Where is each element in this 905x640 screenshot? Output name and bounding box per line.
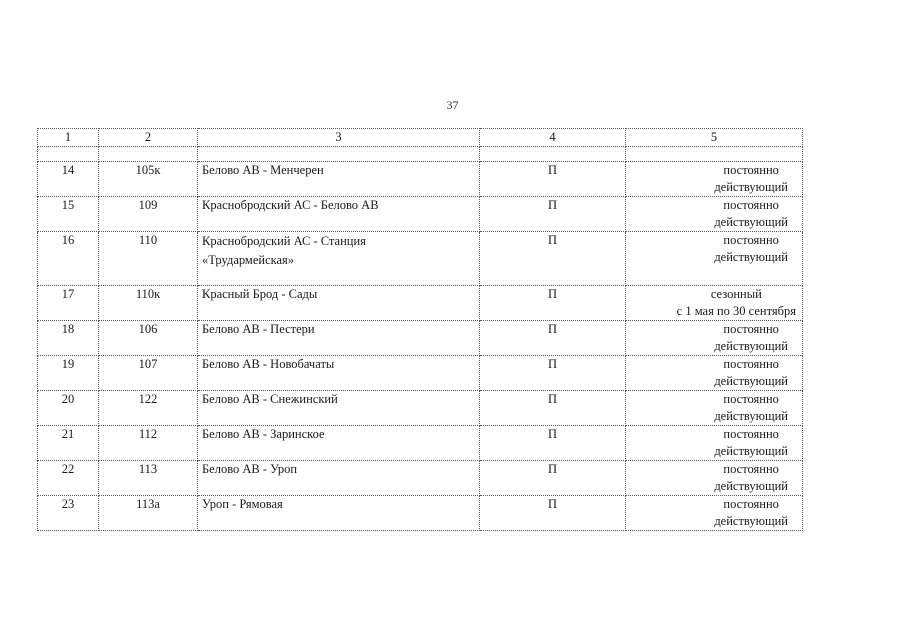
route-number: 110к <box>99 286 198 321</box>
route-number: 113а <box>99 496 198 531</box>
route-mode-line2: действующий <box>714 180 788 194</box>
route-name: Краснобродский АС - Белово АВ <box>198 197 480 232</box>
header-cell-5: 5 <box>626 129 803 147</box>
row-number: 22 <box>38 461 99 496</box>
header-cell-4: 4 <box>480 129 626 147</box>
route-mode-line2: действующий <box>714 409 788 423</box>
route-type: П <box>480 197 626 232</box>
route-mode <box>626 197 803 232</box>
route-type: П <box>480 286 626 321</box>
routes-table <box>37 128 803 531</box>
table-row <box>38 426 803 461</box>
route-number: 112 <box>99 426 198 461</box>
header-cell-2: 2 <box>99 129 198 147</box>
route-type: П <box>480 162 626 197</box>
route-type: П <box>480 232 626 286</box>
route-mode-line2: действующий <box>714 374 788 388</box>
route-name <box>198 232 480 286</box>
row-number: 15 <box>38 197 99 232</box>
route-name: Белово АВ - Новобачаты <box>198 356 480 391</box>
route-mode-line1: постоянно <box>723 163 779 177</box>
spacer-row <box>38 147 803 162</box>
route-name: Белово АВ - Снежинский <box>198 391 480 426</box>
route-number: 106 <box>99 321 198 356</box>
route-name: Белово АВ - Уроп <box>198 461 480 496</box>
route-mode <box>626 356 803 391</box>
table-row <box>38 232 803 286</box>
route-mode <box>626 426 803 461</box>
header-cell-3: 3 <box>198 129 480 147</box>
route-name-line1: Краснобродский АС - Станция <box>202 234 366 248</box>
route-number: 110 <box>99 232 198 286</box>
row-number: 20 <box>38 391 99 426</box>
route-mode-line1: постоянно <box>723 198 779 212</box>
table-row <box>38 162 803 197</box>
route-mode-line2: с 1 мая по 30 сентября <box>676 304 796 318</box>
table-row <box>38 321 803 356</box>
table-row <box>38 286 803 321</box>
row-number: 18 <box>38 321 99 356</box>
route-name-line2: «Трудармейская» <box>202 253 295 267</box>
table-row <box>38 496 803 531</box>
route-mode-line1: постоянно <box>723 233 779 247</box>
route-name: Уроп - Рямовая <box>198 496 480 531</box>
route-mode-line1: постоянно <box>723 392 779 406</box>
table-row <box>38 391 803 426</box>
table-row <box>38 356 803 391</box>
row-number: 14 <box>38 162 99 197</box>
route-name: Белово АВ - Менчерен <box>198 162 480 197</box>
row-number: 17 <box>38 286 99 321</box>
route-type: П <box>480 321 626 356</box>
route-mode-line1: постоянно <box>723 322 779 336</box>
table-row <box>38 197 803 232</box>
table-header-row <box>38 129 803 147</box>
route-mode <box>626 391 803 426</box>
row-number: 21 <box>38 426 99 461</box>
route-mode-line1: постоянно <box>723 357 779 371</box>
route-mode-line2: действующий <box>714 514 788 528</box>
route-name: Белово АВ - Пестери <box>198 321 480 356</box>
row-number: 23 <box>38 496 99 531</box>
route-number: 105к <box>99 162 198 197</box>
route-number: 109 <box>99 197 198 232</box>
row-number: 19 <box>38 356 99 391</box>
route-mode-line2: действующий <box>714 444 788 458</box>
route-type: П <box>480 496 626 531</box>
route-mode <box>626 496 803 531</box>
row-number: 16 <box>38 232 99 286</box>
route-mode <box>626 232 803 286</box>
route-mode-line2: действующий <box>714 339 788 353</box>
route-mode <box>626 321 803 356</box>
route-number: 107 <box>99 356 198 391</box>
route-mode-line1: постоянно <box>723 427 779 441</box>
route-mode <box>626 162 803 197</box>
route-name: Красный Брод - Сады <box>198 286 480 321</box>
route-mode <box>626 461 803 496</box>
route-type: П <box>480 461 626 496</box>
route-mode-line2: действующий <box>714 215 788 229</box>
route-type: П <box>480 356 626 391</box>
header-cell-1: 1 <box>38 129 99 147</box>
route-mode-line1: сезонный <box>710 287 762 301</box>
route-type: П <box>480 426 626 461</box>
route-mode-line1: постоянно <box>723 497 779 511</box>
route-mode-line1: постоянно <box>723 462 779 476</box>
route-mode-line2: действующий <box>714 250 788 264</box>
route-mode <box>626 286 803 321</box>
page-number: 37 <box>446 98 459 112</box>
route-mode-line2: действующий <box>714 479 788 493</box>
table-row <box>38 461 803 496</box>
route-number: 122 <box>99 391 198 426</box>
route-type: П <box>480 391 626 426</box>
route-name: Белово АВ - Заринское <box>198 426 480 461</box>
route-number: 113 <box>99 461 198 496</box>
